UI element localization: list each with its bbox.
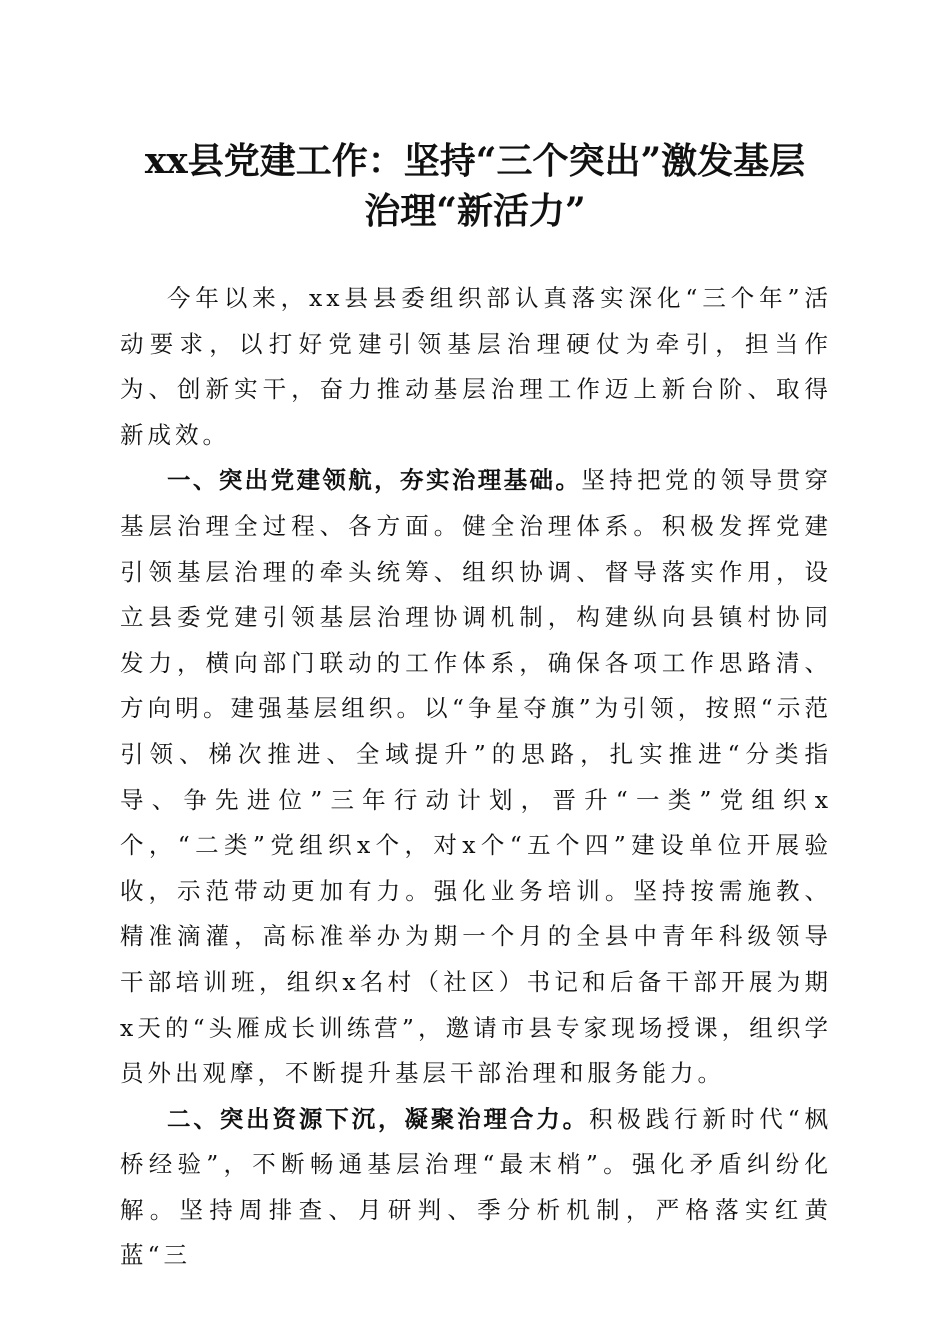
section-heading: 二、突出资源下沉，凝聚治理合力。 [167,1104,589,1133]
paragraph-text: 今年以来，xx县县委组织部认真落实深化“三个年”活动要求，以打好党建引领基层治理硬仗为牵引，担当作为、创新实干，奋力推动基层治理工作迈上新台阶、取得新成效。 [120,284,832,449]
title-line-1: xx县党建工作：坚持“三个突出”激发基层 [144,140,806,182]
paragraph-intro [120,276,832,458]
document-title [100,136,850,236]
paragraph-text: 积极践行新时代“枫桥经验”，不断畅通基层治理“最末梢”。强化矛盾纠纷化解。坚持周排查、月研判、季分析机制，严格落实红黄蓝“三 [120,1104,833,1270]
paragraph-section-1 [120,458,832,1096]
title-line-2: 治理“新活力” [364,190,586,232]
section-heading: 一、突出党建领航，夯实治理基础。 [167,466,582,495]
paragraph-text: 坚持把党的领导贯穿基层治理全过程、各方面。健全治理体系。积极发挥党建引领基层治理的牵头统筹、组织协调、督导落实作用，设立县委党建引领基层治理协调机制，构建纵向县镇村协同发力，横向部门联动的工作体系，确保各项工作思路清、方向明。建强基层组织。以“争星夺旗”为引领，按照“示范引领、梯次推进、全域提升”的思路，扎实推进“分类指导、争先进位”三年行动计划，晋升“一类”党组织x个，“二类”党组织x个，对x个“五个四”建设单位开展验收，示范带动更加有力。强化业务培训。坚持按需施教、精准滴灌，高标准举办为期一个月的全县中青年科级领导干部培训班，组织x名村（社区）书记和后备干部开展为期x天的“头雁成长训练营”，邀请市县专家现场授课，组织学员外出观摩，不断提升基层干部治理和服务能力。 [120,466,833,1088]
document-body [120,276,832,1279]
paragraph-section-2 [120,1097,832,1279]
